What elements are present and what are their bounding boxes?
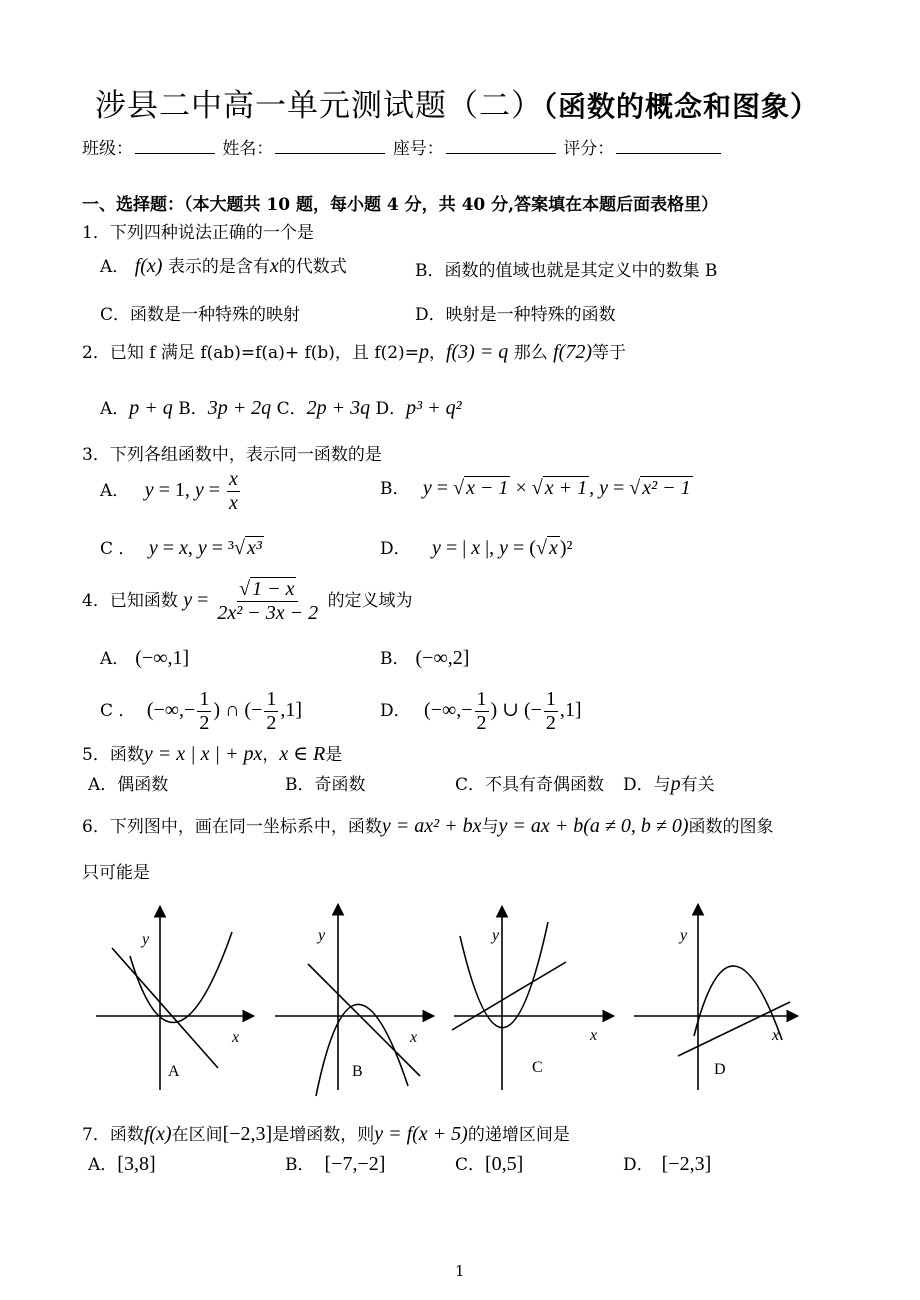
q7-option-a: A．[3,8] [88, 1153, 156, 1175]
q1-stem: 1．下列四种说法正确的一个是 [82, 223, 314, 243]
score-blank[interactable] [616, 139, 721, 154]
graph-a[interactable] [96, 908, 252, 1090]
q7-option-d: D． [−2,3] [623, 1153, 712, 1175]
q4-option-a: A． (−∞,1] [100, 647, 190, 669]
name-label: 姓名： [222, 139, 274, 159]
graph-d-parabola [694, 966, 782, 1040]
q4-option-d: D． (−∞,− $\frac{1}{2}$ ) ∪ (− $\frac{1}{2}$ ,1] [380, 688, 582, 734]
q3-option-a: A． y = 1, y = $\frac{x}{x}$ [100, 468, 238, 514]
q7-option-c: C．[0,5] [455, 1153, 524, 1175]
page-title [95, 80, 819, 125]
q5-option-b: B．奇函数 [285, 775, 366, 795]
graph-a-x-label: x [232, 1029, 240, 1046]
graph-c-label: C [532, 1059, 543, 1076]
q2-option-d: p³ + q² [406, 397, 462, 419]
seat-label: 座号： [392, 139, 444, 159]
graph-a-label: A [168, 1063, 180, 1080]
page-number: 1 [455, 1262, 465, 1280]
q1-option-c: C．函数是一种特殊的映射 [100, 305, 301, 325]
q1-option-b: B．函数的值域也就是其定义中的数集 B [415, 261, 718, 281]
q4-option-b: B． (−∞,2] [380, 647, 470, 669]
title-subtitle: （函数的概念和图象） [543, 90, 820, 123]
q4-option-c: C ． (−∞,− $\frac{1}{2}$ ) ∩ (− $\frac{1}{2}$ ,1] [100, 688, 303, 734]
graph-a-y-label: y [142, 931, 150, 948]
graph-d-x-label: x [772, 1027, 780, 1044]
graph-b-label: B [352, 1063, 363, 1080]
q2-option-b: 3p + 2q [207, 397, 272, 419]
graph-b[interactable] [275, 906, 432, 1096]
name-blank[interactable] [275, 139, 385, 154]
section-heading: 一、选择题：（本大题共 10 题，每小题 4 分，共 40 分,答案填在本题后面表格里） [82, 195, 719, 215]
q6-stem-line2: 只可能是 [82, 863, 150, 883]
seat-blank[interactable] [446, 139, 556, 154]
q3-stem: 3．下列各组函数中，表示同一函数的是 [82, 445, 382, 465]
graph-a-line [112, 948, 218, 1068]
graph-c[interactable] [452, 908, 612, 1090]
graph-c-parabola [460, 922, 548, 1028]
student-info-line [82, 134, 723, 159]
graph-b-y-label: y [318, 927, 326, 944]
q7-stem: 7．函数f(x)在区间[−2,3]是增函数，则y = f(x + 5)的递增区间是 [82, 1123, 570, 1145]
q5-option-d: D．与p有关 [623, 773, 715, 795]
q3-option-b: B． y = √ x − 1 × √ x + 1 , y = √ x² − 1 [380, 477, 691, 499]
q4-stem: 4．已知函数 y = $\frac{√ 1 - x}{\text{2x² − 3x − 2}}$ 的定义域为 [82, 578, 413, 624]
q7-option-b: B． [−7,−2] [285, 1153, 386, 1175]
graph-d-y-label: y [680, 927, 688, 944]
title-main: 涉县二中高一单元测试题（二） [95, 88, 543, 124]
q6-stem: 6．下列图中，画在同一坐标系中，函数y = ax² + bx与y = ax + b(a ≠ 0, b ≠ 0)函数的图象 [82, 815, 774, 837]
class-label: 班级： [82, 139, 133, 159]
q1-option-a: A． f(x) 表示的是含有x的代数式 [100, 255, 347, 277]
q3-option-d: D． y = | x |, y = (√ x )² [380, 537, 573, 559]
graph-d[interactable] [634, 906, 796, 1090]
q6-graphs [90, 900, 810, 1100]
graph-b-x-label: x [410, 1029, 418, 1046]
q2-option-a: p + q [129, 397, 173, 419]
q2-option-c: 2p + 3q [306, 397, 371, 419]
q2-options: A．p + q B．3p + 2q C．2p + 3q D．p³ + q² [100, 397, 462, 419]
q5-option-a: A．偶函数 [88, 775, 169, 795]
score-label: 评分： [563, 139, 615, 159]
graph-d-label: D [714, 1061, 726, 1078]
graph-c-x-label: x [590, 1027, 598, 1044]
q2-stem: 2．已知 f 满足 f(ab)=f(a)+ f(b)，且 f(2)=p，f(3) = q 那么 f(72)等于 [82, 341, 627, 363]
graph-c-y-label: y [492, 927, 500, 944]
q5-option-c: C．不具有奇偶函数 [455, 775, 605, 795]
q1-option-d: D．映射是一种特殊的函数 [415, 305, 616, 325]
q5-stem: 5．函数y = x | x | + px，x ∈ R是 [82, 743, 343, 765]
class-blank[interactable] [135, 139, 215, 154]
q3-option-c: C ． y = x, y = ³√ x³ [100, 537, 262, 559]
